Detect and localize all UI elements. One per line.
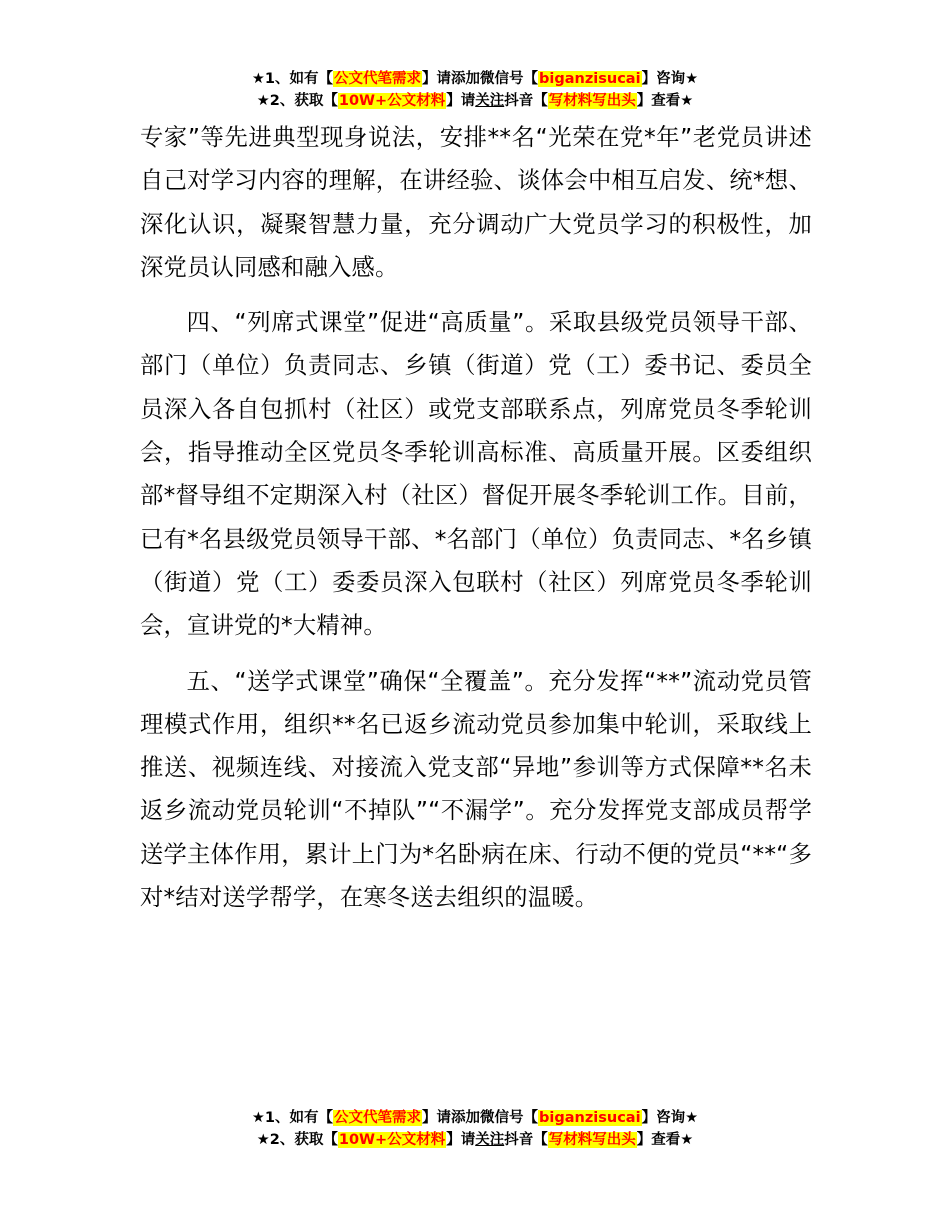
- footer-highlight-ghostwriting: 公文代笔需求: [334, 1110, 422, 1126]
- footer-line-2-text-a: ★2、获取【: [256, 1132, 338, 1148]
- footer-line-1-text-b: 】请添加微信号【: [422, 1110, 539, 1126]
- header-highlight-wechat-id: biganzisucai: [539, 71, 641, 87]
- paragraph-section-four: 四、“列席式课堂”促进“高质量”。采取县级党员领导干部、部门（单位）负责同志、乡镇（街道）党（工）委书记、委员全员深入各自包抓村（社区）或党支部联系点，列席党员冬季轮训会，指导推动全区党员冬季轮训高标准、高质量开展。区委组织部*督导组不定期深入村（社区）督促开展冬季轮训工作。目前，已有*名县级党员领导干部、*名部门（单位）负责同志、*名乡镇（街道）党（工）委委员深入包联村（社区）列席党员冬季轮训会，宣讲党的*大精神。: [140, 309, 812, 640]
- paragraph-continued: 专家”等先进典型现身说法，安排**名“光荣在党*年”老党员讲述自己对学习内容的理解，在讲经验、谈体会中相互启发、统*想、深化认识，凝聚智慧力量，充分调动广大党员学习的积极性，加深党员认同感和融入感。: [140, 124, 812, 281]
- footer-banner: [0, 1107, 950, 1151]
- header-line-2-text-d: 】查看★: [636, 93, 694, 109]
- footer-highlight-materials: 10W+公文材料: [338, 1132, 446, 1148]
- footer-line-2: [0, 1129, 950, 1151]
- header-line-1-text-b: 】请添加微信号【: [422, 71, 539, 87]
- header-highlight-douyin-account: 写材料写出头: [548, 93, 636, 109]
- footer-underline-follow: 关注: [475, 1132, 505, 1148]
- document-body: [140, 116, 812, 931]
- footer-line-1-text-a: ★1、如有【: [251, 1110, 334, 1126]
- footer-line-1-text-c: 】咨询★: [641, 1110, 699, 1126]
- header-line-2: [0, 90, 950, 112]
- header-line-1-text-a: ★1、如有【: [251, 71, 334, 87]
- footer-highlight-douyin-account: 写材料写出头: [548, 1132, 636, 1148]
- footer-line-1: [0, 1107, 950, 1129]
- header-line-1-text-c: 】咨询★: [641, 71, 699, 87]
- header-line-2-text-b: 】请: [446, 93, 476, 109]
- header-line-2-text-a: ★2、获取【: [256, 93, 338, 109]
- footer-highlight-wechat-id: biganzisucai: [539, 1110, 641, 1126]
- footer-line-2-text-c: 抖音【: [504, 1132, 548, 1148]
- header-underline-follow: 关注: [475, 93, 505, 109]
- header-line-1: [0, 68, 950, 90]
- header-highlight-materials: 10W+公文材料: [338, 93, 446, 109]
- header-banner: [0, 68, 950, 112]
- footer-line-2-text-d: 】查看★: [636, 1132, 694, 1148]
- header-highlight-ghostwriting: 公文代笔需求: [334, 71, 422, 87]
- paragraph-section-five: 五、“送学式课堂”确保“全覆盖”。充分发挥“**”流动党员管理模式作用，组织**名已返乡流动党员参加集中轮训，采取线上推送、视频连线、对接流入党支部“异地”参训等方式保障**名未返乡流动党员轮训“不掉队”“不漏学”。充分发挥党支部成员帮学送学主体作用，累计上门为*名卧病在床、行动不便的党员“**“多对*结对送学帮学，在寒冬送去组织的温暖。: [140, 667, 812, 912]
- footer-line-2-text-b: 】请: [446, 1132, 476, 1148]
- header-line-2-text-c: 抖音【: [504, 93, 548, 109]
